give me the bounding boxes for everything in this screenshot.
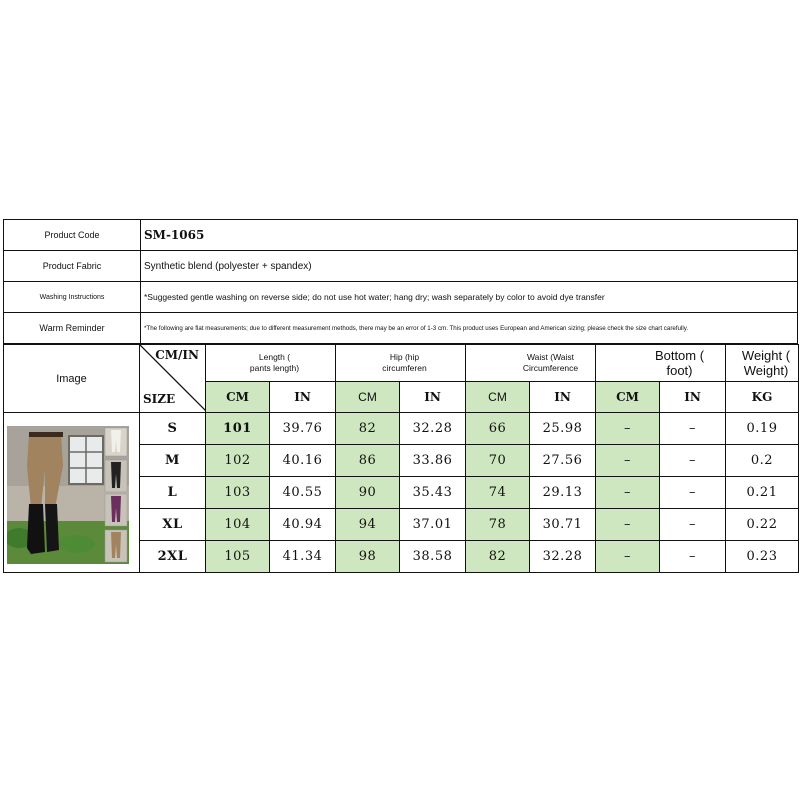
left-boot	[27, 504, 45, 554]
hip-cm: 94	[336, 509, 400, 541]
product-info-table	[3, 219, 798, 344]
hip-cm: 86	[336, 445, 400, 477]
length-header-line2: pants length)	[249, 363, 300, 373]
group-header-waist	[466, 345, 596, 382]
waist-header-line2: Circumference	[522, 363, 579, 373]
unit-cm: CM	[466, 382, 530, 413]
size-label: M	[140, 445, 206, 477]
bottom-cm: –	[596, 445, 660, 477]
weight-kg: 0.23	[726, 541, 799, 573]
hip-header-line2: circumferen	[382, 363, 427, 373]
waist-cm: 66	[466, 413, 530, 445]
length-cm: 103	[206, 477, 270, 509]
bottom-cm: –	[596, 477, 660, 509]
right-boot	[45, 504, 59, 552]
size-label: 2XL	[140, 541, 206, 573]
hip-cm: 82	[336, 413, 400, 445]
hip-in: 33.86	[400, 445, 466, 477]
waist-in: 30.71	[530, 509, 596, 541]
info-row-product-code	[4, 220, 798, 251]
corner-unit-label: CM/IN	[155, 348, 199, 362]
unit-in: IN	[400, 382, 466, 413]
size-label: L	[140, 477, 206, 509]
group-header-weight	[726, 345, 799, 382]
size-label: XL	[140, 509, 206, 541]
waist-in: 25.98	[530, 413, 596, 445]
bottom-in: –	[660, 445, 726, 477]
hip-in: 38.58	[400, 541, 466, 573]
bottom-header-line2: foot)	[666, 363, 693, 378]
length-header-line1: Length (	[258, 352, 291, 362]
info-row-reminder	[4, 313, 798, 344]
hip-cm: 98	[336, 541, 400, 573]
unit-kg: KG	[726, 382, 799, 413]
hip-in: 32.28	[400, 413, 466, 445]
washing-instructions-value: *Suggested gentle washing on reverse side; do not use hot water; hang dry; wash separately by color to avoid dye transfer	[141, 282, 798, 313]
unit-cm: CM	[206, 382, 270, 413]
info-row-fabric	[4, 251, 798, 282]
product-photo	[7, 426, 129, 564]
info-row-washing	[4, 282, 798, 313]
warm-reminder-value: *The following are flat measurements; due to different measurement methods, there may be an error of 1-3 cm. This product uses European and American sizing; please check the size chart carefully.	[141, 313, 798, 344]
unit-in: IN	[530, 382, 596, 413]
size-label: S	[140, 413, 206, 445]
bottom-header-line1: Bottom (	[654, 348, 705, 363]
bottom-in: –	[660, 413, 726, 445]
length-cm: 105	[206, 541, 270, 573]
waist-cm: 78	[466, 509, 530, 541]
product-code-label: Product Code	[4, 220, 141, 251]
waist-cm: 82	[466, 541, 530, 573]
waist-in: 32.28	[530, 541, 596, 573]
size-unit-corner	[140, 345, 206, 413]
bottom-cm: –	[596, 413, 660, 445]
length-cm: 102	[206, 445, 270, 477]
hip-in: 37.01	[400, 509, 466, 541]
weight-kg: 0.22	[726, 509, 799, 541]
bottom-cm: –	[596, 541, 660, 573]
bottom-in: –	[660, 541, 726, 573]
bottom-in: –	[660, 509, 726, 541]
weight-header-line1: Weight (	[741, 348, 791, 363]
waist-cm: 70	[466, 445, 530, 477]
waist-cm: 74	[466, 477, 530, 509]
hip-in: 35.43	[400, 477, 466, 509]
waist-header-line1: Waist (Waist	[526, 352, 575, 362]
product-fabric-value: Synthetic blend (polyester + spandex)	[141, 251, 798, 282]
length-in: 39.76	[270, 413, 336, 445]
hip-header-line1: Hip (hip	[389, 352, 420, 362]
belt	[29, 432, 63, 437]
corner-size-label: SIZE	[143, 392, 176, 406]
bottom-cm: –	[596, 509, 660, 541]
image-header: Image	[4, 345, 140, 413]
group-header-bottom	[596, 345, 726, 382]
length-in: 40.94	[270, 509, 336, 541]
weight-kg: 0.21	[726, 477, 799, 509]
unit-in: IN	[660, 382, 726, 413]
length-in: 41.34	[270, 541, 336, 573]
waist-in: 27.56	[530, 445, 596, 477]
unit-in: IN	[270, 382, 336, 413]
unit-cm: CM	[336, 382, 400, 413]
length-cm: 104	[206, 509, 270, 541]
product-code-value: SM-1065	[141, 220, 798, 251]
product-fabric-label: Product Fabric	[4, 251, 141, 282]
weight-kg: 0.2	[726, 445, 799, 477]
waist-in: 29.13	[530, 477, 596, 509]
unit-cm: CM	[596, 382, 660, 413]
weight-kg: 0.19	[726, 413, 799, 445]
group-header-hip	[336, 345, 466, 382]
length-in: 40.16	[270, 445, 336, 477]
group-header-length	[206, 345, 336, 382]
weight-header-line2: Weight)	[743, 363, 789, 378]
bottom-in: –	[660, 477, 726, 509]
warm-reminder-label: Warm Reminder	[4, 313, 141, 344]
washing-instructions-label: Washing Instructions	[4, 282, 141, 313]
length-in: 40.55	[270, 477, 336, 509]
length-cm: 101	[206, 413, 270, 445]
hip-cm: 90	[336, 477, 400, 509]
